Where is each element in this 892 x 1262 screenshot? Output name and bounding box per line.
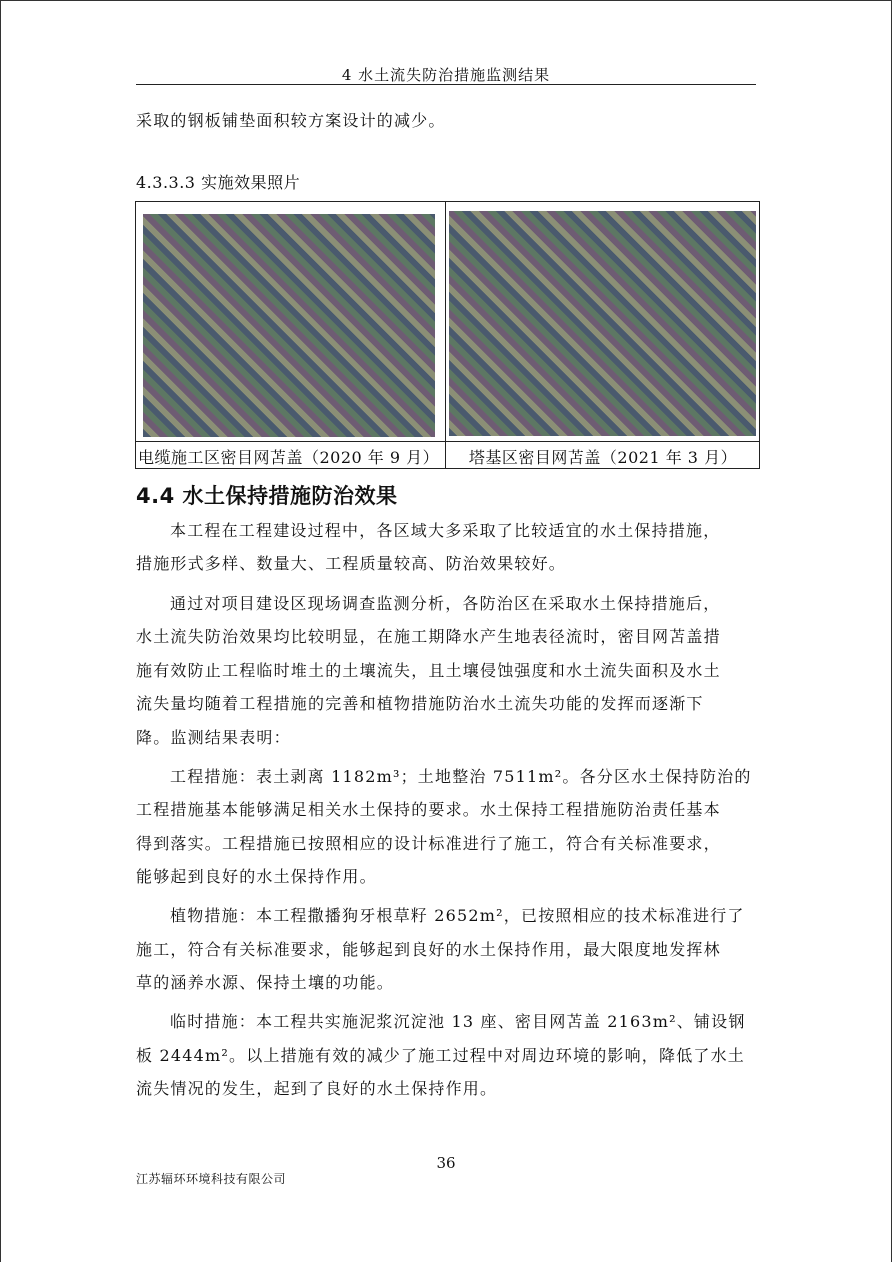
paragraph-line: 措施形式多样、数量大、工程质量较高、防治效果较好。 — [136, 554, 567, 573]
paragraph-line: 施工，符合有关标准要求，能够起到良好的水土保持作用，最大限度地发挥林 — [136, 940, 721, 959]
chapter-header: 4 水土流失防治措施监测结果 — [341, 66, 551, 84]
paragraph-line: 流失情况的发生，起到了良好的水土保持作用。 — [136, 1079, 498, 1098]
photo-caption-right: 塔基区密目网苫盖（2021 年 3 月） — [468, 448, 738, 467]
paragraph-line: 草的涵养水源、保持土壤的功能。 — [136, 973, 395, 992]
page-border-top — [0, 0, 892, 1]
intro-line: 采取的钢板铺垫面积较方案设计的减少。 — [136, 111, 446, 130]
subsection-title: 4.3.3.3 实施效果照片 — [136, 173, 301, 192]
header-rule — [136, 84, 756, 85]
footer-company: 江苏辐环环境科技有限公司 — [136, 1172, 287, 1186]
paragraph-line: 施有效防止工程临时堆土的土壤流失，且土壤侵蚀强度和水土流失面积及水土 — [136, 661, 721, 680]
paragraph-line: 降。监测结果表明： — [136, 728, 291, 747]
page-border-left — [0, 0, 1, 1262]
photo-table-divider — [445, 202, 446, 468]
paragraph-line: 工程措施：表土剥离 1182m³；土地整治 7511m²。各分区水土保持防治的 — [170, 767, 752, 786]
photo-tower-foundation-area — [449, 211, 756, 436]
paragraph-line: 本工程在工程建设过程中，各区域大多采取了比较适宜的水土保持措施， — [170, 521, 721, 540]
page-number: 36 — [436, 1154, 456, 1172]
paragraph-line: 植物措施：本工程撒播狗牙根草籽 2652m²，已按照相应的技术标准进行了 — [170, 906, 745, 925]
paragraph-line: 流失量均随着工程措施的完善和植物措施防治水土流失功能的发挥而逐渐下 — [136, 694, 704, 713]
paragraph-line: 能够起到良好的水土保持作用。 — [136, 867, 377, 886]
section-title: 4.4 水土保持措施防治效果 — [136, 484, 398, 508]
paragraph-line: 水土流失防治效果均比较明显，在施工期降水产生地表径流时，密目网苫盖措 — [136, 627, 721, 646]
paragraph-line: 板 2444m²。以上措施有效的减少了施工过程中对周边环境的影响，降低了水土 — [136, 1046, 745, 1065]
photo-cable-construction-area — [143, 214, 435, 437]
caption-rule — [136, 441, 759, 442]
paragraph-line: 通过对项目建设区现场调查监测分析，各防治区在采取水土保持措施后， — [170, 594, 721, 613]
paragraph-line: 得到落实。工程措施已按照相应的设计标准进行了施工，符合有关标准要求， — [136, 834, 721, 853]
photo-caption-left: 电缆施工区密目网苫盖（2020 年 9 月） — [138, 448, 440, 467]
paragraph-line: 临时措施：本工程共实施泥浆沉淀池 13 座、密目网苫盖 2163m²、铺设钢 — [170, 1012, 746, 1031]
photo-table — [135, 201, 760, 469]
paragraph-line: 工程措施基本能够满足相关水土保持的要求。水土保持工程措施防治责任基本 — [136, 800, 721, 819]
